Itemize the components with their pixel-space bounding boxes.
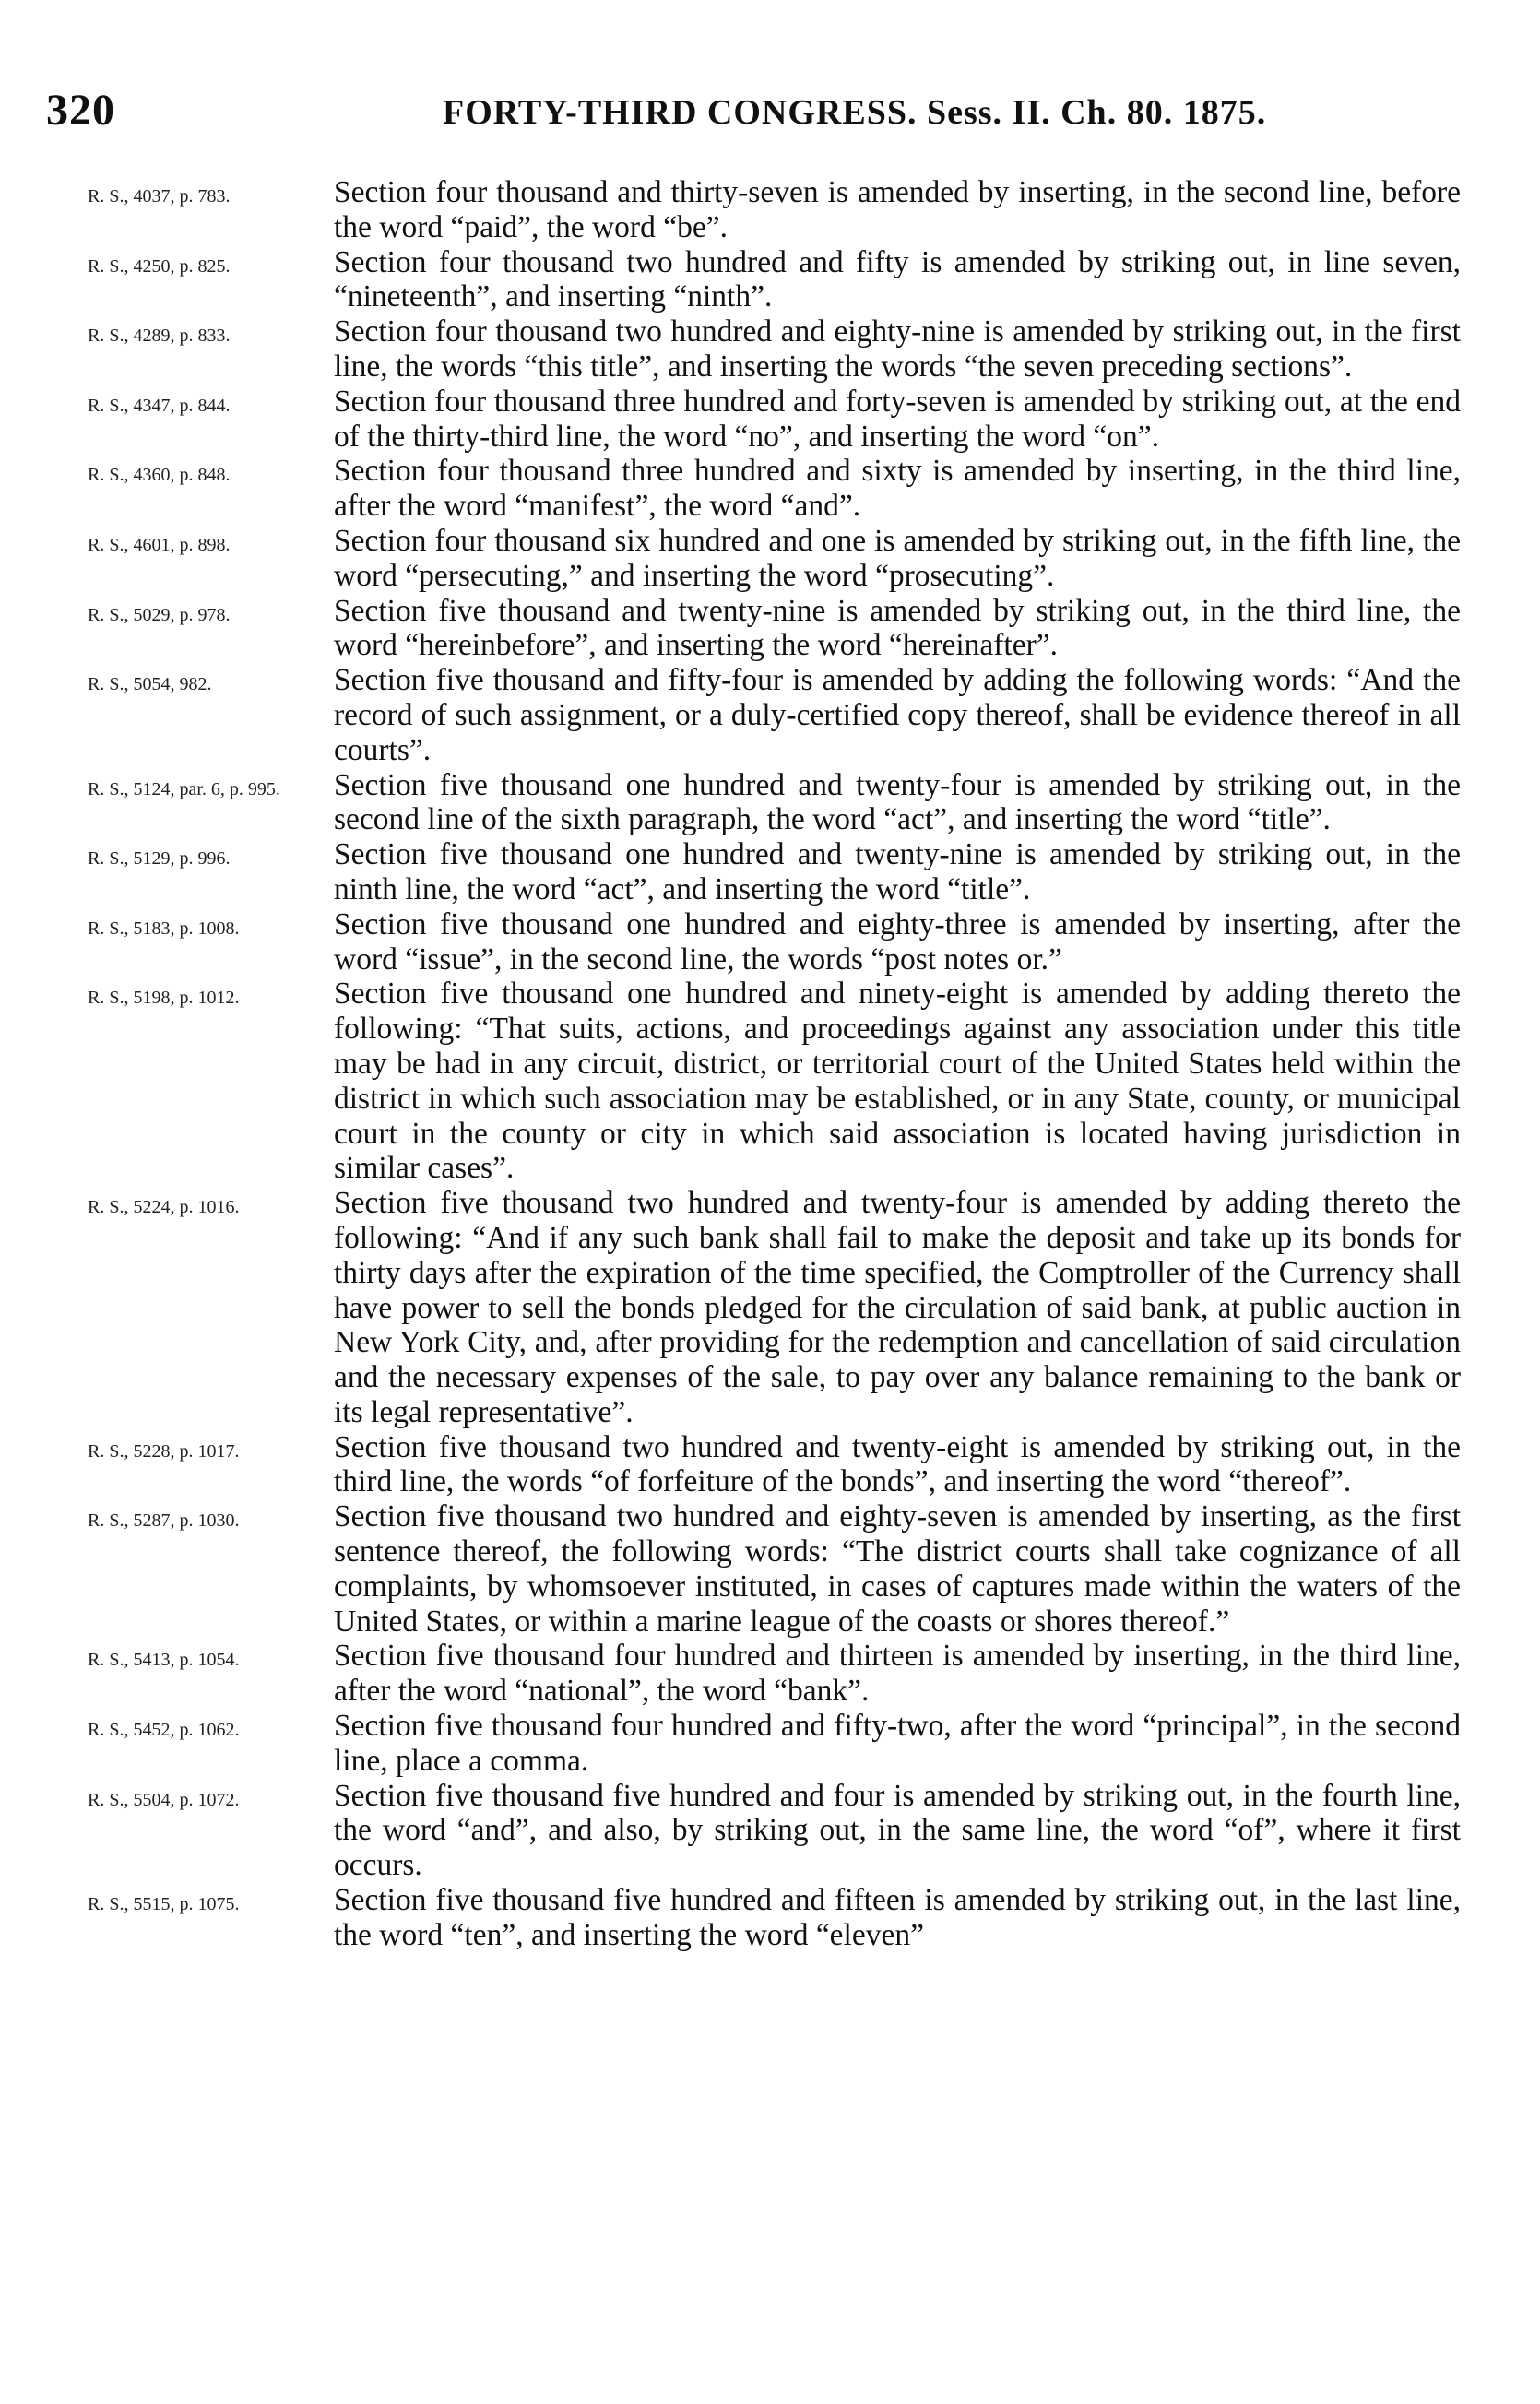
amendment-text: Section four thousand three hundred and forty-seven is amended by striking out, at the end of the thirty-third line, the word “no”, and inserting the word “on”.	[334, 384, 1461, 454]
amendment-text: Section five thousand and fifty-four is amended by adding the following words: “And the record of such assignment, or a duly-certified copy thereof, shall be evidence thereof in all courts”.	[334, 663, 1461, 767]
amendment-text: Section four thousand three hundred and sixty is amended by inserting, in the third line, after the word “manifest”, the word “and”.	[334, 454, 1461, 524]
amendment-entry	[0, 1883, 1540, 1953]
margin-citation: R. S., 5224, p. 1016.	[88, 1197, 240, 1218]
margin-citation: R. S., 5183, p. 1008.	[88, 918, 240, 939]
amendment-entry	[0, 768, 1540, 838]
amendment-text: Section five thousand five hundred and four is amended by striking out, in the fourth line, the word “and”, and also, by striking out, in the same line, the word “of”, where it first occurs.	[334, 1778, 1461, 1883]
margin-citation: R. S., 5198, p. 1012.	[88, 988, 240, 1009]
page-header	[46, 85, 1457, 140]
margin-citation: R. S., 4601, p. 898.	[88, 534, 231, 555]
amendment-text: Section five thousand four hundred and fifty-two, after the word “principal”, in the second line, place a comma.	[334, 1709, 1461, 1778]
margin-citation: R. S., 5029, p. 978.	[88, 604, 231, 625]
amendment-text: Section four thousand two hundred and fifty is amended by striking out, in line seven, “nineteenth”, and inserting “ninth”.	[334, 244, 1461, 314]
margin-citation: R. S., 4347, p. 844.	[88, 395, 231, 416]
amendment-text: Section five thousand two hundred and eighty-seven is amended by inserting, as the first sentence thereof, the following words: “The district courts shall take cognizance of all complaints, by whomsoever instituted, in cases of captures made within the waters of the United States, or within a marine league of the coasts or shores thereof.”	[334, 1499, 1461, 1639]
amendment-entry	[0, 1639, 1540, 1709]
amendment-text: Section five thousand and twenty-nine is amended by striking out, in the third line, the word “hereinbefore”, and inserting the word “hereinafter”.	[334, 593, 1461, 663]
amendment-entry	[0, 175, 1540, 245]
margin-citation: R. S., 5413, p. 1054.	[88, 1650, 240, 1671]
margin-citation: R. S., 4037, p. 783.	[88, 186, 231, 207]
amendment-entry	[0, 837, 1540, 907]
amendment-entry	[0, 1499, 1540, 1639]
running-head: FORTY-THIRD CONGRESS. Sess. II. Ch. 80. 1875.	[443, 93, 1267, 132]
amendment-entry	[0, 385, 1540, 455]
amendment-entry	[0, 977, 1540, 1186]
margin-citation: R. S., 5452, p. 1062.	[88, 1720, 240, 1741]
page-number: 320	[46, 86, 115, 135]
amendment-text: Section five thousand four hundred and thirteen is amended by inserting, in the third line, after the word “national”, the word “bank”.	[334, 1639, 1461, 1709]
amendment-text: Section five thousand five hundred and fifteen is amended by striking out, in the last line, the word “ten”, and inserting the word “eleven”	[334, 1883, 1461, 1952]
amendment-entry	[0, 1709, 1540, 1779]
margin-citation: R. S., 5515, p. 1075.	[88, 1894, 240, 1915]
amendment-entry	[0, 524, 1540, 594]
margin-citation: R. S., 4360, p. 848.	[88, 465, 231, 486]
amendment-text: Section five thousand one hundred and ninety-eight is amended by adding thereto the following: “That suits, actions, and proceedings against any association under this title may be had in any circuit, district, or territorial court of the United States held within the district in which such association may be established, or in any State, county, or municipal court in the county or city in which said association is located having jurisdiction in similar cases”.	[334, 977, 1461, 1186]
margin-citation: R. S., 5287, p. 1030.	[88, 1510, 240, 1532]
amendment-entry	[0, 454, 1540, 524]
amendment-entry	[0, 1779, 1540, 1883]
amendment-entry	[0, 1430, 1540, 1500]
margin-citation: R. S., 5228, p. 1017.	[88, 1440, 240, 1462]
amendment-text: Section five thousand two hundred and twenty-four is amended by adding thereto the following: “And if any such bank shall fail to make the deposit and take up its bonds for thirty days after the expiration of the time specified, the Comptroller of the Currency shall have power to sell the bonds pledged for the circulation of said bank, at public auction in New York City, and, after providing for the redemption and cancellation of said circulation and the necessary expenses of the sale, to pay over any balance remaining to the bank or its legal representative”.	[334, 1186, 1461, 1429]
amendment-entry	[0, 314, 1540, 385]
margin-citation: R. S., 5124, par. 6, p. 995.	[88, 778, 280, 799]
margin-citation: R. S., 5504, p. 1072.	[88, 1789, 240, 1810]
amendment-text: Section five thousand one hundred and twenty-nine is amended by striking out, in the ninth line, the word “act”, and inserting the word “title”.	[334, 837, 1461, 906]
amendment-entry	[0, 907, 1540, 977]
amendment-entry	[0, 245, 1540, 315]
amendment-entry	[0, 594, 1540, 664]
amendment-text: Section four thousand and thirty-seven is amended by inserting, in the second line, before the word “paid”, the word “be”.	[334, 175, 1461, 244]
amendment-text: Section five thousand one hundred and twenty-four is amended by striking out, in the second line of the sixth paragraph, the word “act”, and inserting the word “title”.	[334, 767, 1461, 837]
margin-citation: R. S., 4250, p. 825.	[88, 255, 231, 277]
amendment-list	[0, 175, 1540, 1953]
amendment-entry	[0, 663, 1540, 767]
amendment-text: Section four thousand six hundred and one is amended by striking out, in the fifth line, the word “persecuting,” and inserting the word “prosecuting”.	[334, 523, 1461, 593]
margin-citation: R. S., 4289, p. 833.	[88, 326, 231, 347]
margin-citation: R. S., 5129, p. 996.	[88, 848, 231, 870]
margin-citation: R. S., 5054, 982.	[88, 674, 212, 695]
amendment-entry	[0, 1186, 1540, 1430]
amendment-text: Section four thousand two hundred and eighty-nine is amended by striking out, in the first line, the words “this title”, and inserting the words “the seven preceding sections”.	[334, 314, 1461, 384]
amendment-text: Section five thousand one hundred and eighty-three is amended by inserting, after the word “issue”, in the second line, the words “post notes or.”	[334, 906, 1461, 977]
amendment-text: Section five thousand two hundred and twenty-eight is amended by striking out, in the third line, the words “of forfeiture of the bonds”, and inserting the word “thereof”.	[334, 1429, 1461, 1499]
